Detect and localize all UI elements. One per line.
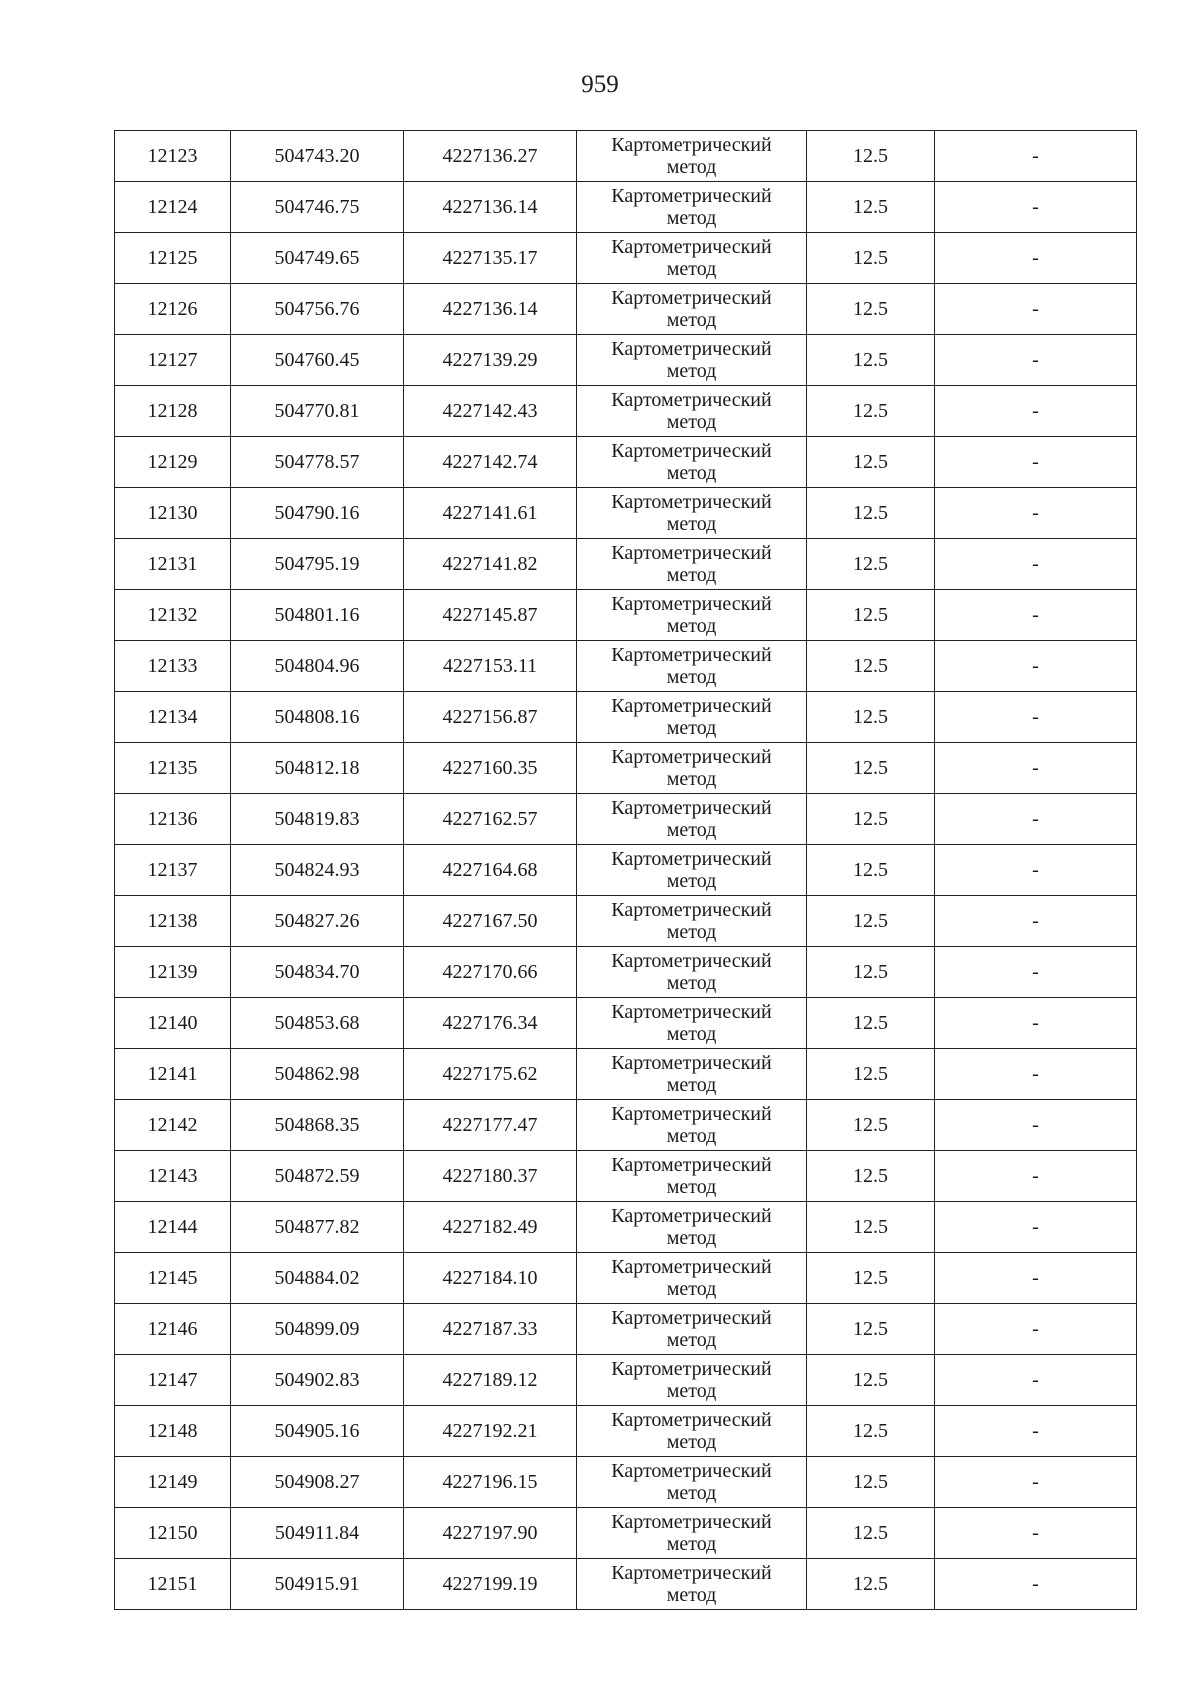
note-cell: - xyxy=(935,896,1137,947)
method-text-line1: Картометрический xyxy=(611,593,772,615)
note-cell: - xyxy=(935,1202,1137,1253)
method-text-line1: Картометрический xyxy=(611,695,772,717)
note-cell: - xyxy=(935,233,1137,284)
method-text-line2: метод xyxy=(666,768,717,790)
y-coordinate-cell: 4227135.17 xyxy=(404,233,577,284)
accuracy-cell: 12.5 xyxy=(807,692,935,743)
method-text-line2: метод xyxy=(666,1023,717,1045)
method-cell xyxy=(577,896,807,947)
y-coordinate-cell: 4227177.47 xyxy=(404,1100,577,1151)
x-coordinate-cell: 504795.19 xyxy=(231,539,404,590)
y-coordinate-cell: 4227176.34 xyxy=(404,998,577,1049)
y-coordinate-cell: 4227136.27 xyxy=(404,131,577,182)
method-cell xyxy=(577,1406,807,1457)
accuracy-cell: 12.5 xyxy=(807,1406,935,1457)
method-cell xyxy=(577,1049,807,1100)
method-cell xyxy=(577,692,807,743)
note-cell: - xyxy=(935,1508,1137,1559)
method-cell xyxy=(577,182,807,233)
method-cell xyxy=(577,1304,807,1355)
method-cell xyxy=(577,743,807,794)
method-text-line1: Картометрический xyxy=(611,542,772,564)
method-cell xyxy=(577,845,807,896)
table-row xyxy=(115,437,1137,488)
note-cell: - xyxy=(935,692,1137,743)
table-row xyxy=(115,386,1137,437)
y-coordinate-cell: 4227199.19 xyxy=(404,1559,577,1610)
accuracy-cell: 12.5 xyxy=(807,437,935,488)
method-text-line2: метод xyxy=(666,1125,717,1147)
y-coordinate-cell: 4227142.74 xyxy=(404,437,577,488)
method-text-line1: Картометрический xyxy=(611,950,772,972)
method-text-line2: метод xyxy=(666,258,717,280)
method-text-line2: метод xyxy=(666,615,717,637)
method-text-line1: Картометрический xyxy=(611,134,772,156)
point-number-cell: 12128 xyxy=(115,386,231,437)
method-cell xyxy=(577,1100,807,1151)
method-text-line1: Картометрический xyxy=(611,1001,772,1023)
point-number-cell: 12135 xyxy=(115,743,231,794)
y-coordinate-cell: 4227139.29 xyxy=(404,335,577,386)
method-text-line2: метод xyxy=(666,207,717,229)
point-number-cell: 12132 xyxy=(115,590,231,641)
method-cell xyxy=(577,386,807,437)
table-row xyxy=(115,1151,1137,1202)
note-cell: - xyxy=(935,1406,1137,1457)
method-text-line2: метод xyxy=(666,360,717,382)
point-number-cell: 12149 xyxy=(115,1457,231,1508)
x-coordinate-cell: 504827.26 xyxy=(231,896,404,947)
method-cell xyxy=(577,233,807,284)
method-text-line2: метод xyxy=(666,309,717,331)
x-coordinate-cell: 504884.02 xyxy=(231,1253,404,1304)
y-coordinate-cell: 4227187.33 xyxy=(404,1304,577,1355)
y-coordinate-cell: 4227167.50 xyxy=(404,896,577,947)
note-cell: - xyxy=(935,1049,1137,1100)
accuracy-cell: 12.5 xyxy=(807,335,935,386)
table-row xyxy=(115,1202,1137,1253)
method-cell xyxy=(577,488,807,539)
method-text-line1: Картометрический xyxy=(611,1154,772,1176)
accuracy-cell: 12.5 xyxy=(807,1202,935,1253)
accuracy-cell: 12.5 xyxy=(807,233,935,284)
accuracy-cell: 12.5 xyxy=(807,743,935,794)
note-cell: - xyxy=(935,1151,1137,1202)
table-row xyxy=(115,182,1137,233)
x-coordinate-cell: 504812.18 xyxy=(231,743,404,794)
note-cell: - xyxy=(935,1304,1137,1355)
method-text-line2: метод xyxy=(666,1584,717,1606)
point-number-cell: 12123 xyxy=(115,131,231,182)
table-row xyxy=(115,539,1137,590)
point-number-cell: 12139 xyxy=(115,947,231,998)
method-text-line2: метод xyxy=(666,1278,717,1300)
accuracy-cell: 12.5 xyxy=(807,488,935,539)
method-cell xyxy=(577,539,807,590)
method-cell xyxy=(577,1202,807,1253)
point-number-cell: 12146 xyxy=(115,1304,231,1355)
method-cell xyxy=(577,1508,807,1559)
method-text-line1: Картометрический xyxy=(611,389,772,411)
note-cell: - xyxy=(935,1100,1137,1151)
method-cell xyxy=(577,947,807,998)
accuracy-cell: 12.5 xyxy=(807,131,935,182)
method-text-line1: Картометрический xyxy=(611,1205,772,1227)
method-text-line2: метод xyxy=(666,717,717,739)
method-text-line1: Картометрический xyxy=(611,899,772,921)
method-text-line2: метод xyxy=(666,921,717,943)
note-cell: - xyxy=(935,590,1137,641)
accuracy-cell: 12.5 xyxy=(807,386,935,437)
method-text-line2: метод xyxy=(666,1074,717,1096)
note-cell: - xyxy=(935,845,1137,896)
table-row xyxy=(115,794,1137,845)
method-text-line1: Картометрический xyxy=(611,746,772,768)
accuracy-cell: 12.5 xyxy=(807,1100,935,1151)
method-text-line1: Картометрический xyxy=(611,1511,772,1533)
method-text-line2: метод xyxy=(666,513,717,535)
table-row xyxy=(115,1355,1137,1406)
point-number-cell: 12143 xyxy=(115,1151,231,1202)
y-coordinate-cell: 4227141.61 xyxy=(404,488,577,539)
table-row xyxy=(115,131,1137,182)
y-coordinate-cell: 4227192.21 xyxy=(404,1406,577,1457)
method-cell xyxy=(577,437,807,488)
note-cell: - xyxy=(935,1457,1137,1508)
method-cell xyxy=(577,1457,807,1508)
accuracy-cell: 12.5 xyxy=(807,182,935,233)
method-cell xyxy=(577,794,807,845)
y-coordinate-cell: 4227170.66 xyxy=(404,947,577,998)
accuracy-cell: 12.5 xyxy=(807,641,935,692)
accuracy-cell: 12.5 xyxy=(807,1457,935,1508)
table-row xyxy=(115,743,1137,794)
method-text-line2: метод xyxy=(666,1176,717,1198)
point-number-cell: 12136 xyxy=(115,794,231,845)
method-cell xyxy=(577,1355,807,1406)
x-coordinate-cell: 504905.16 xyxy=(231,1406,404,1457)
x-coordinate-cell: 504804.96 xyxy=(231,641,404,692)
y-coordinate-cell: 4227196.15 xyxy=(404,1457,577,1508)
method-text-line1: Картометрический xyxy=(611,1052,772,1074)
accuracy-cell: 12.5 xyxy=(807,1559,935,1610)
y-coordinate-cell: 4227197.90 xyxy=(404,1508,577,1559)
point-number-cell: 12148 xyxy=(115,1406,231,1457)
x-coordinate-cell: 504801.16 xyxy=(231,590,404,641)
point-number-cell: 12142 xyxy=(115,1100,231,1151)
note-cell: - xyxy=(935,1559,1137,1610)
method-cell xyxy=(577,1151,807,1202)
note-cell: - xyxy=(935,947,1137,998)
note-cell: - xyxy=(935,437,1137,488)
x-coordinate-cell: 504902.83 xyxy=(231,1355,404,1406)
method-text-line1: Картометрический xyxy=(611,491,772,513)
note-cell: - xyxy=(935,539,1137,590)
accuracy-cell: 12.5 xyxy=(807,1151,935,1202)
method-text-line2: метод xyxy=(666,819,717,841)
note-cell: - xyxy=(935,488,1137,539)
table-row xyxy=(115,896,1137,947)
y-coordinate-cell: 4227164.68 xyxy=(404,845,577,896)
method-cell xyxy=(577,1559,807,1610)
x-coordinate-cell: 504819.83 xyxy=(231,794,404,845)
method-text-line1: Картометрический xyxy=(611,1256,772,1278)
x-coordinate-cell: 504760.45 xyxy=(231,335,404,386)
method-text-line1: Картометрический xyxy=(611,1307,772,1329)
method-text-line2: метод xyxy=(666,666,717,688)
table-row xyxy=(115,335,1137,386)
table-row xyxy=(115,692,1137,743)
table-row xyxy=(115,1406,1137,1457)
method-text-line2: метод xyxy=(666,1329,717,1351)
coordinates-table xyxy=(114,130,1137,1610)
point-number-cell: 12133 xyxy=(115,641,231,692)
method-text-line1: Картометрический xyxy=(611,644,772,666)
method-text-line1: Картометрический xyxy=(611,185,772,207)
method-text-line2: метод xyxy=(666,870,717,892)
accuracy-cell: 12.5 xyxy=(807,1508,935,1559)
x-coordinate-cell: 504770.81 xyxy=(231,386,404,437)
method-text-line2: метод xyxy=(666,1227,717,1249)
x-coordinate-cell: 504862.98 xyxy=(231,1049,404,1100)
table-row xyxy=(115,1457,1137,1508)
x-coordinate-cell: 504915.91 xyxy=(231,1559,404,1610)
table-row xyxy=(115,1508,1137,1559)
method-text-line1: Картометрический xyxy=(611,287,772,309)
x-coordinate-cell: 504778.57 xyxy=(231,437,404,488)
method-text-line2: метод xyxy=(666,1533,717,1555)
x-coordinate-cell: 504911.84 xyxy=(231,1508,404,1559)
x-coordinate-cell: 504834.70 xyxy=(231,947,404,998)
method-cell xyxy=(577,590,807,641)
note-cell: - xyxy=(935,131,1137,182)
x-coordinate-cell: 504749.65 xyxy=(231,233,404,284)
page-number: 959 xyxy=(581,71,619,98)
note-cell: - xyxy=(935,335,1137,386)
note-cell: - xyxy=(935,182,1137,233)
method-text-line1: Картометрический xyxy=(611,1460,772,1482)
table-row xyxy=(115,233,1137,284)
accuracy-cell: 12.5 xyxy=(807,284,935,335)
accuracy-cell: 12.5 xyxy=(807,1049,935,1100)
method-text-line2: метод xyxy=(666,1380,717,1402)
accuracy-cell: 12.5 xyxy=(807,1355,935,1406)
point-number-cell: 12144 xyxy=(115,1202,231,1253)
accuracy-cell: 12.5 xyxy=(807,845,935,896)
table-row xyxy=(115,947,1137,998)
y-coordinate-cell: 4227160.35 xyxy=(404,743,577,794)
method-text-line1: Картометрический xyxy=(611,797,772,819)
x-coordinate-cell: 504790.16 xyxy=(231,488,404,539)
method-text-line1: Картометрический xyxy=(611,1358,772,1380)
point-number-cell: 12126 xyxy=(115,284,231,335)
accuracy-cell: 12.5 xyxy=(807,998,935,1049)
method-text-line1: Картометрический xyxy=(611,440,772,462)
table-row xyxy=(115,1049,1137,1100)
table-row xyxy=(115,998,1137,1049)
method-text-line2: метод xyxy=(666,411,717,433)
method-text-line2: метод xyxy=(666,462,717,484)
method-cell xyxy=(577,998,807,1049)
method-cell xyxy=(577,335,807,386)
accuracy-cell: 12.5 xyxy=(807,1304,935,1355)
point-number-cell: 12137 xyxy=(115,845,231,896)
point-number-cell: 12124 xyxy=(115,182,231,233)
point-number-cell: 12134 xyxy=(115,692,231,743)
table-row xyxy=(115,1253,1137,1304)
method-text-line1: Картометрический xyxy=(611,236,772,258)
method-text-line1: Картометрический xyxy=(611,1562,772,1584)
note-cell: - xyxy=(935,743,1137,794)
y-coordinate-cell: 4227136.14 xyxy=(404,284,577,335)
point-number-cell: 12145 xyxy=(115,1253,231,1304)
x-coordinate-cell: 504868.35 xyxy=(231,1100,404,1151)
method-text-line2: метод xyxy=(666,972,717,994)
y-coordinate-cell: 4227145.87 xyxy=(404,590,577,641)
table-row xyxy=(115,284,1137,335)
table-row xyxy=(115,641,1137,692)
point-number-cell: 12131 xyxy=(115,539,231,590)
x-coordinate-cell: 504899.09 xyxy=(231,1304,404,1355)
point-number-cell: 12130 xyxy=(115,488,231,539)
accuracy-cell: 12.5 xyxy=(807,794,935,845)
x-coordinate-cell: 504808.16 xyxy=(231,692,404,743)
method-text-line2: метод xyxy=(666,1482,717,1504)
accuracy-cell: 12.5 xyxy=(807,896,935,947)
y-coordinate-cell: 4227141.82 xyxy=(404,539,577,590)
x-coordinate-cell: 504756.76 xyxy=(231,284,404,335)
method-text-line1: Картометрический xyxy=(611,1409,772,1431)
point-number-cell: 12125 xyxy=(115,233,231,284)
table-row xyxy=(115,1559,1137,1610)
y-coordinate-cell: 4227142.43 xyxy=(404,386,577,437)
point-number-cell: 12127 xyxy=(115,335,231,386)
x-coordinate-cell: 504746.75 xyxy=(231,182,404,233)
method-text-line2: метод xyxy=(666,1431,717,1453)
y-coordinate-cell: 4227182.49 xyxy=(404,1202,577,1253)
method-cell xyxy=(577,131,807,182)
table-row xyxy=(115,1304,1137,1355)
x-coordinate-cell: 504877.82 xyxy=(231,1202,404,1253)
note-cell: - xyxy=(935,794,1137,845)
method-cell xyxy=(577,284,807,335)
y-coordinate-cell: 4227180.37 xyxy=(404,1151,577,1202)
note-cell: - xyxy=(935,641,1137,692)
point-number-cell: 12151 xyxy=(115,1559,231,1610)
method-text-line1: Картометрический xyxy=(611,338,772,360)
y-coordinate-cell: 4227162.57 xyxy=(404,794,577,845)
point-number-cell: 12147 xyxy=(115,1355,231,1406)
coordinates-table-body xyxy=(115,131,1137,1610)
x-coordinate-cell: 504908.27 xyxy=(231,1457,404,1508)
note-cell: - xyxy=(935,284,1137,335)
accuracy-cell: 12.5 xyxy=(807,539,935,590)
point-number-cell: 12150 xyxy=(115,1508,231,1559)
y-coordinate-cell: 4227136.14 xyxy=(404,182,577,233)
note-cell: - xyxy=(935,1355,1137,1406)
y-coordinate-cell: 4227175.62 xyxy=(404,1049,577,1100)
method-text-line2: метод xyxy=(666,564,717,586)
x-coordinate-cell: 504853.68 xyxy=(231,998,404,1049)
y-coordinate-cell: 4227153.11 xyxy=(404,641,577,692)
table-row xyxy=(115,845,1137,896)
y-coordinate-cell: 4227189.12 xyxy=(404,1355,577,1406)
method-cell xyxy=(577,1253,807,1304)
method-cell xyxy=(577,641,807,692)
x-coordinate-cell: 504872.59 xyxy=(231,1151,404,1202)
x-coordinate-cell: 504824.93 xyxy=(231,845,404,896)
note-cell: - xyxy=(935,1253,1137,1304)
note-cell: - xyxy=(935,998,1137,1049)
y-coordinate-cell: 4227156.87 xyxy=(404,692,577,743)
point-number-cell: 12141 xyxy=(115,1049,231,1100)
x-coordinate-cell: 504743.20 xyxy=(231,131,404,182)
table-row xyxy=(115,1100,1137,1151)
accuracy-cell: 12.5 xyxy=(807,947,935,998)
accuracy-cell: 12.5 xyxy=(807,1253,935,1304)
y-coordinate-cell: 4227184.10 xyxy=(404,1253,577,1304)
method-text-line1: Картометрический xyxy=(611,848,772,870)
point-number-cell: 12129 xyxy=(115,437,231,488)
point-number-cell: 12140 xyxy=(115,998,231,1049)
point-number-cell: 12138 xyxy=(115,896,231,947)
accuracy-cell: 12.5 xyxy=(807,590,935,641)
method-text-line1: Картометрический xyxy=(611,1103,772,1125)
table-row xyxy=(115,488,1137,539)
table-row xyxy=(115,590,1137,641)
note-cell: - xyxy=(935,386,1137,437)
method-text-line2: метод xyxy=(666,156,717,178)
